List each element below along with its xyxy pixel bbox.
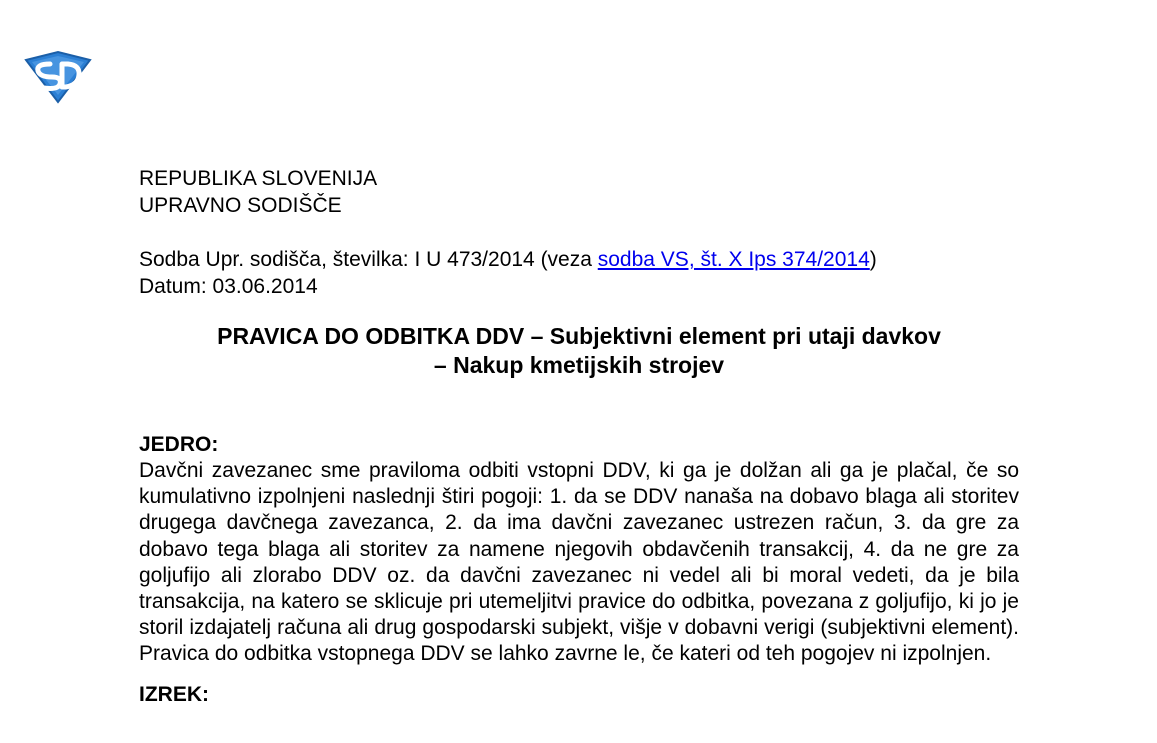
judgment-reference-close: ) bbox=[869, 248, 877, 271]
document-page bbox=[139, 165, 1019, 708]
document-title bbox=[139, 322, 1019, 380]
core-heading: JEDRO: bbox=[139, 433, 219, 456]
country-name: REPUBLIKA SLOVENIJA bbox=[139, 167, 378, 190]
core-text: Davčni zavezanec sme praviloma odbiti vstopni DDV, ki ga je dolžan ali ga je plačal, če so kumulativno izpolnjeni naslednji štiri pogoji: 1. da se DDV nanaša na dobavo blaga ali storitev drugega davčnega zavezanca, 2. da ima davčni zavezanec ustrezen račun, 3. da gre za dobavo tega blaga ali storitev za namene njegovih obdavčenih transakcij, 4. da ne gre za goljufijo ali zlorabo DDV oz. da davčni zavezanec ni vedel ali bi moral vedeti, da je bila transakcija, na katero se sklicuje pri utemeljitvi pravice do odbitka, povezana z goljufijo, ki jo je storil izdajatelj računa ali drug gospodarski subjekt, višje v dobavni verigi (subjektivni element). Pravica do odbitka vstopnega DDV se lahko zavrne le, če kateri od teh pogojev ni izpolnjen. bbox=[139, 459, 1019, 666]
title-line-1: PRAVICA DO ODBITKA DDV – Subjektivni element pri utaji davkov bbox=[217, 323, 941, 349]
judgment-number: Sodba Upr. sodišča, številka: I U 473/2014 (veza bbox=[139, 248, 598, 271]
ruling-heading: IZREK: bbox=[139, 682, 209, 706]
judgment-reference bbox=[139, 246, 1019, 273]
related-judgment-link[interactable]: sodba VS, št. X Ips 374/2014 bbox=[597, 248, 870, 271]
judgment-date: Datum: 03.06.2014 bbox=[139, 275, 318, 298]
court-name: UPRAVNO SODIŠČE bbox=[139, 194, 342, 217]
court-logo-icon bbox=[22, 50, 94, 104]
title-line-2: – Nakup kmetijskih strojev bbox=[433, 352, 725, 378]
